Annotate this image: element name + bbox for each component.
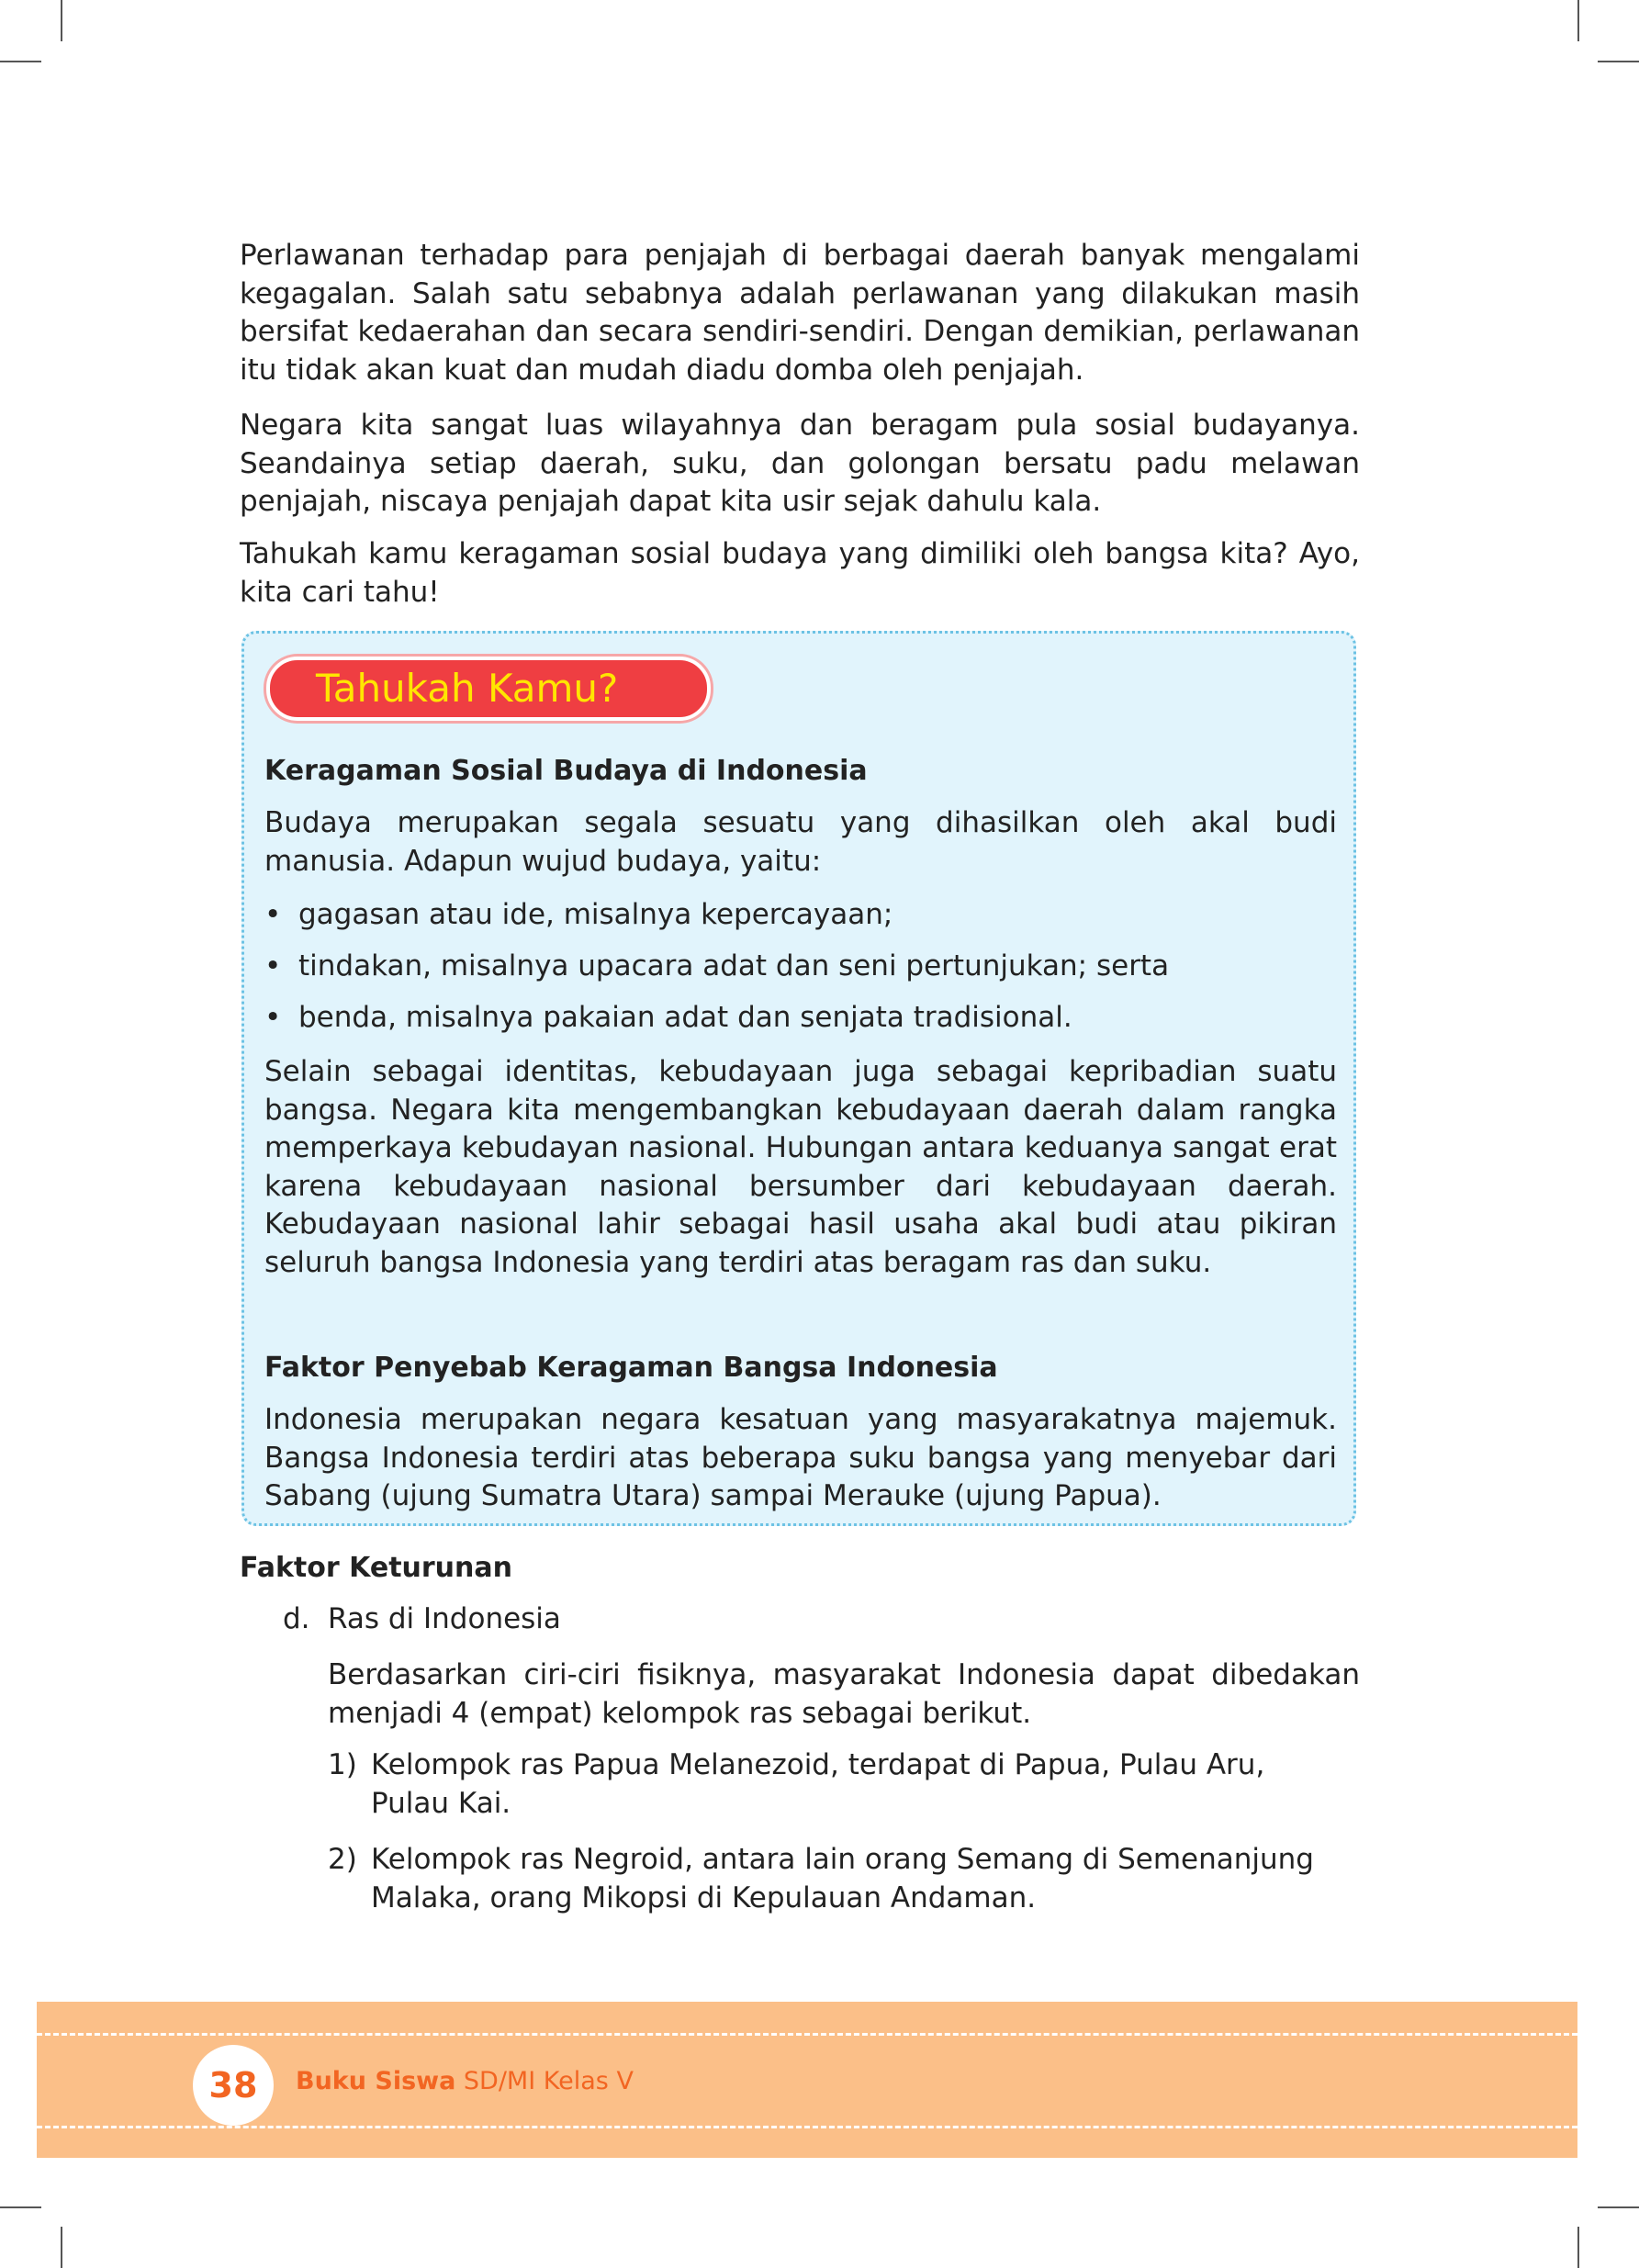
bullet-dot: • bbox=[264, 898, 282, 931]
crop-mark bbox=[0, 61, 41, 62]
sub-list-line: Kelompok ras Negroid, antara lain orang Semang di Semenanjung bbox=[371, 1843, 1314, 1876]
box-paragraph-budaya: Budaya merupakan segala sesuatu yang dihasilkan oleh akal budi manusia. Adapun wujud budaya, yaitu: bbox=[264, 806, 1337, 878]
sub-list-line: Pulau Kai. bbox=[371, 1787, 511, 1820]
footer-dashed-line bbox=[37, 2126, 1577, 2128]
footer-book-title bbox=[296, 2067, 634, 2095]
intro-paragraph-3: Tahukah kamu keragaman sosial budaya yang dimiliki oleh bangsa kita? Ayo, kita cari tahu! bbox=[240, 537, 1360, 609]
box-paragraph-indonesia: Indonesia merupakan negara kesatuan yang masyarakatnya majemuk. Bangsa Indonesia terdiri atas beberapa suku bangsa yang menyebar dari Sabang (ujung Sumatra Utara) sampai Merauke (ujung Papua). bbox=[264, 1403, 1337, 1512]
page-number: 38 bbox=[193, 2045, 274, 2126]
section-heading: Faktor Keturunan bbox=[240, 1552, 512, 1584]
crop-mark bbox=[0, 2206, 41, 2208]
footer-book-bold: Buku Siswa bbox=[296, 2067, 456, 2095]
footer-book-rest: SD/MI Kelas V bbox=[455, 2067, 634, 2095]
sub-list-marker: 2) bbox=[328, 1843, 357, 1876]
sub-list-line: Malaka, orang Mikopsi di Kepulauan Andaman. bbox=[371, 1881, 1037, 1914]
crop-mark bbox=[1598, 2206, 1639, 2208]
bullet-dot: • bbox=[264, 1001, 282, 1034]
list-item-body: Berdasarkan ciri-ciri fisiknya, masyarakat Indonesia dapat dibedakan menjadi 4 (empat) kelompok ras sebagai berikut. bbox=[328, 1658, 1360, 1730]
crop-mark bbox=[61, 2227, 62, 2268]
sub-list-marker: 1) bbox=[328, 1748, 357, 1781]
list-marker-d: d. bbox=[283, 1602, 310, 1635]
list-item-title: Ras di Indonesia bbox=[328, 1602, 561, 1635]
intro-paragraph-2: Negara kita sangat luas wilayahnya dan beragam pula sosial budayanya. Seandainya setiap daerah, suku, dan golongan bersatu padu melawan penjajah, niscaya penjajah dapat kita usir sejak dahulu kala. bbox=[240, 409, 1360, 518]
box-heading-faktor: Faktor Penyebab Keragaman Bangsa Indonesia bbox=[264, 1352, 998, 1384]
intro-paragraph-1: Perlawanan terhadap para penjajah di berbagai daerah banyak mengalami kegagalan. Salah satu sebabnya adalah perlawanan yang dilakukan masih bersifat kedaerahan dan secara sendiri-sendiri. Dengan demikian, perlawanan itu tidak akan kuat dan mudah diadu domba oleh penjajah. bbox=[240, 239, 1360, 387]
sub-list-line: Kelompok ras Papua Melanezoid, terdapat di Papua, Pulau Aru, bbox=[371, 1748, 1265, 1781]
box-paragraph-identitas: Selain sebagai identitas, kebudayaan juga sebagai kepribadian suatu bangsa. Negara kita mengembangkan kebudayaan daerah dalam rangka memperkaya kebudayan nasional. Hubungan antara keduanya sangat erat karena kebudayaan nasional bersumber dari kebudayaan daerah. Kebudayaan nasional lahir sebagai hasil usaha akal budi atau pikiran seluruh bangsa Indonesia yang terdiri atas beragam ras dan suku. bbox=[264, 1055, 1337, 1279]
info-box-title: Tahukah Kamu? bbox=[266, 657, 711, 721]
bullet-text: benda, misalnya pakaian adat dan senjata tradisional. bbox=[298, 1001, 1072, 1034]
bullet-dot: • bbox=[264, 949, 282, 982]
crop-mark bbox=[1577, 2227, 1579, 2268]
crop-mark bbox=[1598, 61, 1639, 62]
footer-dashed-line bbox=[37, 2033, 1577, 2036]
crop-mark bbox=[61, 0, 62, 41]
bullet-text: gagasan atau ide, misalnya kepercayaan; bbox=[298, 898, 893, 931]
bullet-text: tindakan, misalnya upacara adat dan seni pertunjukan; serta bbox=[298, 949, 1170, 982]
box-heading-keragaman: Keragaman Sosial Budaya di Indonesia bbox=[264, 755, 868, 787]
crop-mark bbox=[1577, 0, 1579, 41]
